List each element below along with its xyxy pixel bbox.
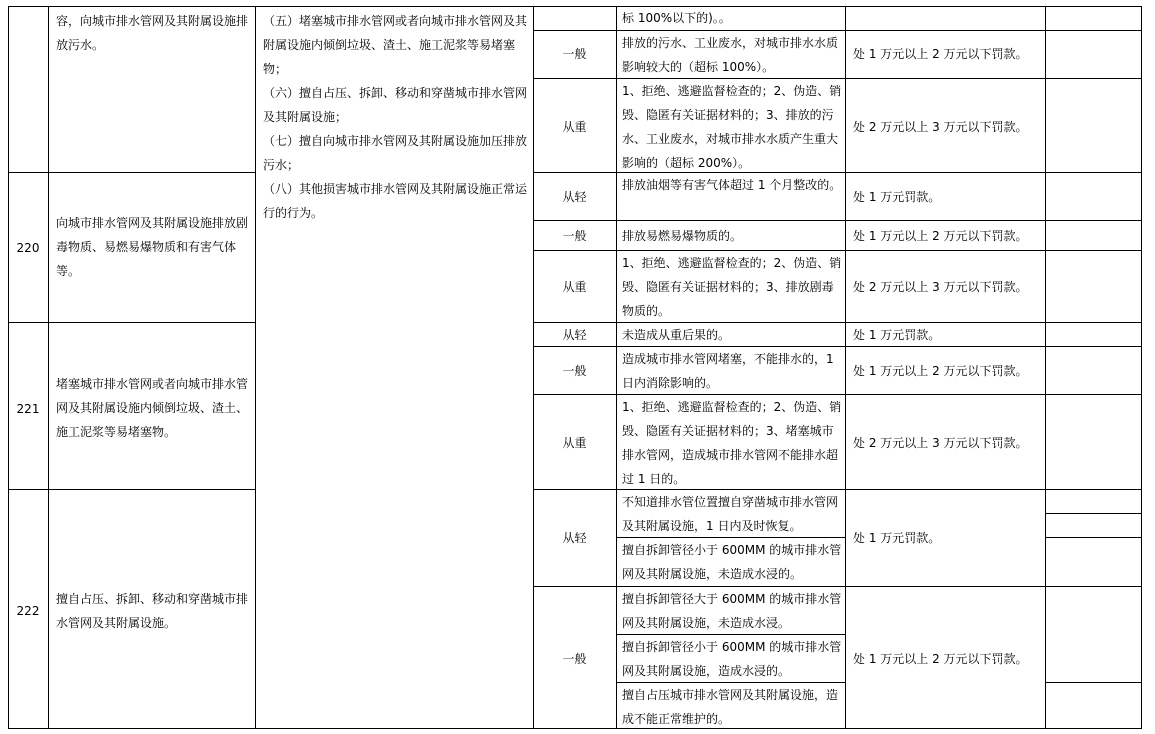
item-text: 向城市排水管网及其附属设施排放剧毒物质、易燃易爆物质和有害气体等。 xyxy=(56,216,249,278)
criteria-text: 造成城市排水管网堵塞，不能排水的，1 日内消除影响的。 xyxy=(622,352,838,390)
level-label: 一般 xyxy=(562,47,587,61)
criteria-text: 擅自拆卸管径大于 600MM 的城市排水管网及其附属设施，未造成水浸。 xyxy=(622,592,842,630)
level-label: 从重 xyxy=(562,120,587,134)
criteria-text: 排放油烟等有害气体超过 1 个月整改的。 xyxy=(622,178,842,192)
item-number: 220 xyxy=(16,241,40,255)
penalty-text: 处 1 万元罚款。 xyxy=(853,190,941,204)
criteria-text: 1、拒绝、逃避监督检查的；2、伪造、销毁、隐匿有关证据材料的；3、排放的污水、工业废水，对城市排水水质产生重大影响的（超标 200%）。 xyxy=(622,84,842,170)
criteria-text: 排放易燃易爆物质的。 xyxy=(622,229,743,243)
criteria-text-continued: 标 100%以下的)。。 xyxy=(622,11,731,25)
item-number: 221 xyxy=(16,402,40,416)
level-label: 从重 xyxy=(562,280,587,294)
legal-basis-text: （五）堵塞城市排水管网或者向城市排水管网及其附属设施内倾倒垃圾、渣土、施工泥浆等易堵塞物； （六）擅自占压、拆卸、移动和穿凿城市排水管网及其附属设施； （七）擅自向城市排水管网及其附属设施加压排放污水； （八）其他损害城市排水管网及其附属设施正常运行的行为。 xyxy=(263,14,528,220)
penalty-text: 处 2 万元以上 3 万元以下罚款。 xyxy=(853,280,1028,294)
level-label: 从重 xyxy=(562,436,587,450)
level-label: 一般 xyxy=(562,652,587,666)
item-text: 擅自占压、拆卸、移动和穿凿城市排水管网及其附属设施。 xyxy=(56,592,249,630)
item-text: 堵塞城市排水管网或者向城市排水管网及其附属设施内倾倒垃圾、渣土、施工泥浆等易堵塞物。 xyxy=(56,377,249,439)
criteria-text: 未造成从重后果的。 xyxy=(622,328,731,342)
criteria-text: 擅自拆卸管径小于 600MM 的城市排水管网及其附属设施，未造成水浸的。 xyxy=(622,543,842,581)
criteria-text: 擅自拆卸管径小于 600MM 的城市排水管网及其附属设施，造成水浸的。 xyxy=(622,640,842,678)
criteria-text: 擅自占压城市排水管网及其附属设施，造成不能正常维护的。 xyxy=(622,688,839,726)
penalty-text: 处 1 万元罚款。 xyxy=(853,531,941,545)
penalty-text: 处 2 万元以上 3 万元以下罚款。 xyxy=(853,120,1028,134)
penalty-text: 处 1 万元以上 2 万元以下罚款。 xyxy=(853,229,1028,243)
level-label: 一般 xyxy=(562,229,587,243)
item-text-continued: 容，向城市排水管网及其附属设施排放污水。 xyxy=(56,14,249,52)
penalty-text: 处 1 万元以上 2 万元以下罚款。 xyxy=(853,47,1028,61)
level-label: 从轻 xyxy=(562,328,587,342)
criteria-text: 1、拒绝、逃避监督检查的；2、伪造、销毁、隐匿有关证据材料的；3、排放剧毒物质的。 xyxy=(622,256,842,318)
level-label: 从轻 xyxy=(562,531,587,545)
penalty-text: 处 1 万元以上 2 万元以下罚款。 xyxy=(853,364,1028,378)
item-number: 222 xyxy=(16,604,40,618)
level-label: 从轻 xyxy=(562,190,587,204)
penalty-text: 处 1 万元罚款。 xyxy=(853,328,941,342)
penalty-text: 处 1 万元以上 2 万元以下罚款。 xyxy=(853,652,1028,666)
penalty-text: 处 2 万元以上 3 万元以下罚款。 xyxy=(853,436,1028,450)
criteria-text: 排放的污水、工业废水，对城市排水水质影响较大的（超标 100%）。 xyxy=(622,36,839,74)
level-label: 一般 xyxy=(562,364,587,378)
criteria-text: 1、拒绝、逃避监督检查的；2、伪造、销毁、隐匿有关证据材料的；3、堵塞城市排水管网，造成城市排水管网不能排水超过 1 日的。 xyxy=(622,400,842,486)
criteria-text: 不知道排水管位置擅自穿凿城市排水管网及其附属设施，1 日内及时恢复。 xyxy=(622,495,839,533)
